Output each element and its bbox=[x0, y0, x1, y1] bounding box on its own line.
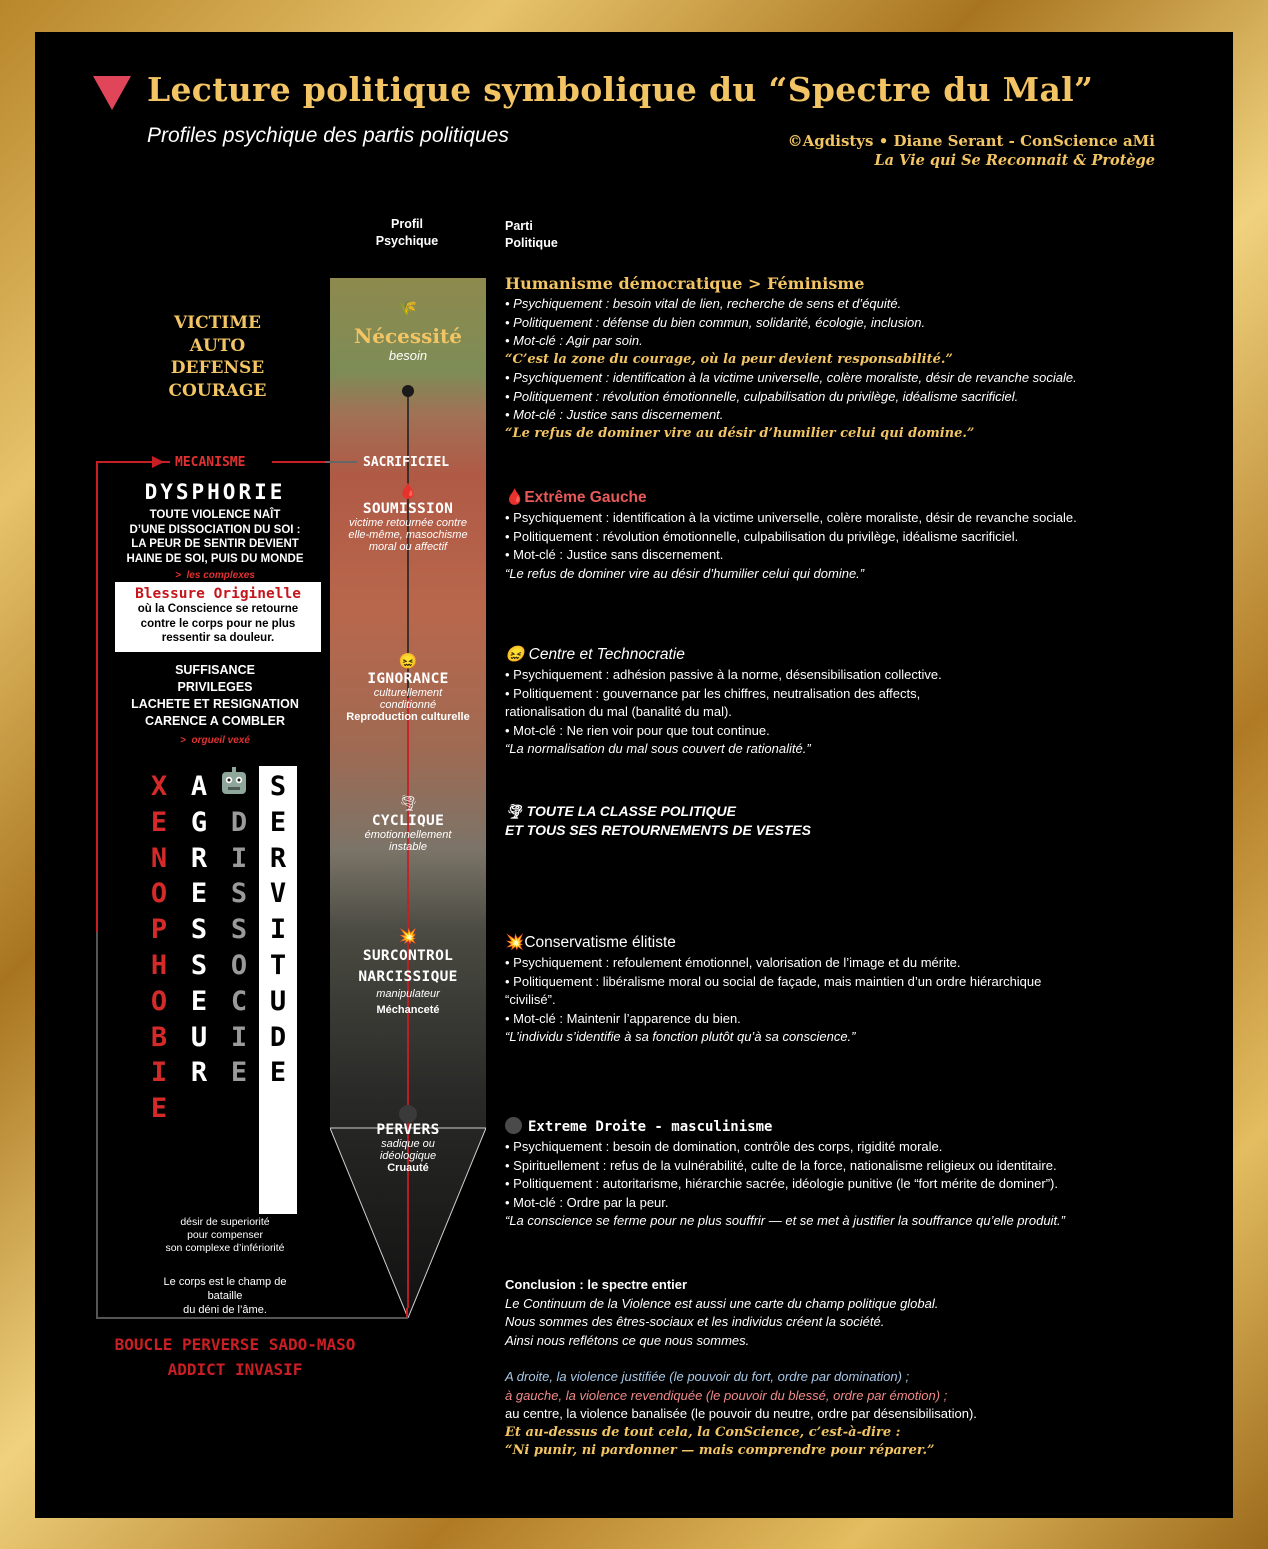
section-humanisme: Humanisme démocratique > Féminisme • Psychiquement : besoin vital de lien, recherche de sens et d’équité. • Politiquement : défense du bien commun, solidarité, écologie, inclusion. • Mot-clé : Agir par soin. “C’est la zone du courage, où la peur devient responsabilité.” • Psychiquement : identification à la victime universelle, colère moraliste, désir de revanche sociale. • Politiquement : révolution émotionnelle, culpabilisation du privilège, idéalisme sacrificiel. • Mot-clé : Justice sans discernement. “Le refus de dominer vire au désir d’humilier celui qui domine.” bbox=[505, 273, 1215, 443]
vertical-word-xenophobie-letter: O bbox=[150, 985, 168, 1017]
vertical-word-dissocie-letter: I bbox=[230, 1021, 248, 1053]
page-title: Lecture politique symbolique du “Spectre du Mal” bbox=[147, 70, 1094, 109]
page-subtitle: Profiles psychique des partis politiques bbox=[147, 124, 509, 147]
vertical-word-xenophobie-letter: B bbox=[150, 1021, 168, 1053]
node-cyclique: 🌪 CYCLIQUE émotionnellement instable bbox=[330, 795, 486, 853]
section-centre: 😖 Centre et Technocratie • Psychiquement : adhésion passive à la norme, désensibilisation collective. • Politiquement : gouvernance par les chiffres, neutralisation des affects, rationalisation du mal (banalité du mal). • Mot-clé : Ne rien voir pour que tout continue. “La normalisation du mal sous couvert de rationalité.” bbox=[505, 646, 942, 756]
wheat-icon: 🌾 bbox=[398, 300, 418, 317]
blessure-title: Blessure Originelle bbox=[135, 586, 301, 602]
explosion-icon: 💥 bbox=[505, 934, 525, 951]
copyright: ©Agdistys • Diane Serant - ConScience aMi bbox=[787, 132, 1155, 150]
vertical-word-dissocie-letter: D bbox=[230, 806, 248, 838]
node-pervers: PERVERS sadique ou idéologique Cruauté bbox=[330, 1122, 486, 1174]
vertical-word-xenophobie-letter: P bbox=[150, 914, 168, 946]
section-extreme-gauche: 🩸Extrême Gauche • Psychiquement : identification à la victime universelle, colère moraliste, désir de revanche sociale. • Politiquement : révolution émotionnelle, culpabilisation du privilège, idéalisme sacrificiel. • Mot-clé : Justice sans discernement. “Le refus de dominer vire au désir d’humilier celui qui domine.” bbox=[505, 489, 1077, 581]
node-ignorance: 😖 IGNORANCE culturellement conditionné Reproduction culturelle bbox=[330, 653, 486, 723]
section-title: Extreme Droite - masculinisme bbox=[528, 1119, 773, 1135]
vertical-word-servitude-letter: E bbox=[269, 1057, 287, 1089]
desir-text: désir de superiorité pour compenser son complexe d’infériorité bbox=[165, 1216, 285, 1254]
mecanisme-label: MECANISME bbox=[175, 455, 246, 470]
section-conclusion: Conclusion : le spectre entier Le Continuum de la Violence est aussi une carte du champ politique global. Nous sommes des êtres-sociaux et les individus créent la société. Ainsi nous reflétons ce que nous sommes. A droite, la violence justifiée (le pouvoir du fort, ordre par domination) ; à gauche, la violence revendiquée (le pouvoir du blessé, ordre par émotion) ; au centre, la violence banalisée (le pouvoir du neutre, ordre par désensibilisation). Et au-dessus de tout cela, la ConScience, c’est-à-dire : “Ni punir, ni pardonner — mais comprendre pour réparer.” bbox=[505, 1276, 1215, 1461]
corps-text: Le corps est le champ de bataille du déni de l’âme. bbox=[163, 1276, 287, 1316]
node-title: CYCLIQUE bbox=[371, 813, 445, 829]
vertical-word-xenophobie-letter: N bbox=[150, 842, 168, 874]
dysphorie-text: TOUTE VIOLENCE NAÎT D’UNE DISSOCIATION DU SOI : LA PEUR DE SENTIR DEVIENT HAINE DE SOI, PUIS DU MONDE > les complexes bbox=[126, 509, 304, 581]
section-title: Centre et Technocratie bbox=[528, 646, 685, 663]
vertical-word-dissocie-letter: C bbox=[230, 985, 248, 1017]
robot-face-icon bbox=[219, 767, 249, 797]
blood-drop-icon: 🩸 bbox=[398, 483, 418, 500]
vertical-word-servitude-letter: S bbox=[269, 771, 287, 802]
vertical-word-servitude-letter: T bbox=[269, 950, 287, 981]
sacrificiel-label: SACRIFICIEL bbox=[363, 455, 450, 470]
conclusion-title: Conclusion : le spectre entier bbox=[505, 1277, 688, 1292]
blessure-box: Blessure Originelle où la Conscience se retourne contre le corps pour ne plus ressentir sa douleur. bbox=[115, 582, 321, 652]
vertical-word-servitude-letter: U bbox=[269, 985, 287, 1017]
vertical-word-agresseur-letter: R bbox=[190, 1057, 208, 1089]
vertical-word-xenophobie-letter: H bbox=[150, 950, 168, 981]
vertical-word-agresseur-letter: E bbox=[190, 985, 208, 1017]
complexes-label: les complexes bbox=[186, 570, 255, 581]
vertical-word-servitude-letter: D bbox=[269, 1021, 287, 1053]
node-surcontrol: 💥 SURCONTROL NARCISSIQUE manipulateur Méchanceté bbox=[330, 928, 486, 1016]
confounded-face-icon: 😖 bbox=[398, 653, 418, 670]
dark-circle-icon bbox=[505, 1117, 522, 1134]
vertical-word-agresseur-letter: S bbox=[190, 950, 208, 981]
section-conservatisme: 💥Conservatisme élitiste • Psychiquement : refoulement émotionnel, valorisation de l’image et du mérite. • Politiquement : libéralisme moral ou social de façade, mais maintien d’un ordre hiérarchique “civilisé”. • Mot-clé : Maintenir l’apparence du bien. “L’individu s’identifie à sa fonction plutôt qu’à sa conscience.” bbox=[505, 934, 1042, 1044]
vertical-word-agresseur-letter: R bbox=[190, 842, 208, 874]
node-title: SURCONTROL NARCISSIQUE bbox=[358, 948, 458, 985]
poster-board bbox=[35, 32, 1233, 1518]
vertical-word-agresseur-letter: A bbox=[190, 771, 208, 802]
tagline: La Vie qui Se Reconnait & Protège bbox=[874, 152, 1155, 169]
boucle-text: BOUCLE PERVERSE SADO-MASO ADDICT INVASIF bbox=[114, 1335, 356, 1379]
vertical-word-dissocie-letter: S bbox=[230, 914, 248, 946]
vertical-word-servitude-letter: R bbox=[269, 842, 287, 874]
vertical-word-dissocie-letter: E bbox=[230, 1057, 248, 1089]
column-header-profil: Profil Psychique bbox=[375, 217, 439, 248]
section-title: Humanisme démocratique > Féminisme bbox=[505, 274, 865, 293]
confounded-face-icon: 😖 bbox=[505, 646, 525, 663]
tornado-icon: 🌪 bbox=[505, 803, 523, 819]
node-soumission: 🩸 SOUMISSION victime retournée contre elle-même, masochisme moral ou affectif bbox=[330, 483, 486, 553]
tornado-icon: 🌪 bbox=[398, 795, 418, 812]
vertical-word-agresseur-letter: G bbox=[190, 806, 208, 838]
vertical-word-xenophobie-letter: E bbox=[150, 806, 168, 838]
dysphorie-title: DYSPHORIE bbox=[144, 480, 286, 504]
vertical-word-servitude-letter: I bbox=[269, 914, 287, 946]
vertical-word-servitude-letter: E bbox=[269, 806, 287, 838]
suffisance-block: SUFFISANCE PRIVILEGES LACHETE ET RESIGNATION CARENCE A COMBLER > orgueil vexé bbox=[131, 663, 299, 746]
node-title: PERVERS bbox=[376, 1122, 440, 1138]
orgueil-label: orgueil vexé bbox=[191, 735, 250, 746]
node-title: Nécessité bbox=[354, 324, 462, 348]
victime-block: VICTIME AUTO DEFENSE COURAGE bbox=[168, 313, 267, 401]
section-title: Extrême Gauche bbox=[524, 489, 647, 506]
vertical-word-xenophobie-letter: I bbox=[150, 1057, 168, 1089]
blood-drop-icon: 🩸 bbox=[505, 489, 525, 506]
vertical-word-servitude-letter: V bbox=[269, 878, 287, 910]
vertical-word-dissocie-letter: I bbox=[230, 842, 248, 874]
node-title: SOUMISSION bbox=[362, 501, 454, 517]
vertical-word-xenophobie-letter: O bbox=[150, 878, 168, 910]
section-classe-politique: 🌪 TOUTE LA CLASSE POLITIQUE ET TOUS SES RETOURNEMENTS DE VESTES bbox=[505, 803, 811, 838]
section-title: Conservatisme élitiste bbox=[524, 934, 676, 951]
node-necessite: 🌾 Nécessité besoin bbox=[330, 300, 486, 363]
vertical-word-agresseur-letter: U bbox=[190, 1021, 208, 1053]
node-title: IGNORANCE bbox=[367, 671, 449, 687]
explosion-icon: 💥 bbox=[398, 928, 418, 945]
vertical-word-xenophobie-letter: E bbox=[150, 1093, 168, 1125]
section-extreme-droite: Extreme Droite - masculinisme • Psychiquement : besoin de domination, contrôle des corps, rigidité morale. • Spirituellement : refus de la vulnérabilité, culte de la force, nationalisme religieux ou identitaire. • Politiquement : autoritarisme, hiérarchie sacrée, idéologie punitive (le “fort mérite de dominer”). • Mot-clé : Ordre par la peur. “La conscience se ferme pour ne plus souffrir — et se met à justifier la souffrance qu’elle produit.” bbox=[505, 1119, 1065, 1228]
vertical-word-agresseur-letter: E bbox=[190, 878, 208, 910]
vertical-word-xenophobie-letter: X bbox=[150, 771, 168, 802]
vertical-word-agresseur-letter: S bbox=[190, 914, 208, 946]
vertical-word-dissocie-letter: S bbox=[230, 878, 248, 910]
column-header-parti: Parti Politique bbox=[505, 219, 558, 250]
vertical-word-dissocie-letter: O bbox=[230, 950, 248, 981]
